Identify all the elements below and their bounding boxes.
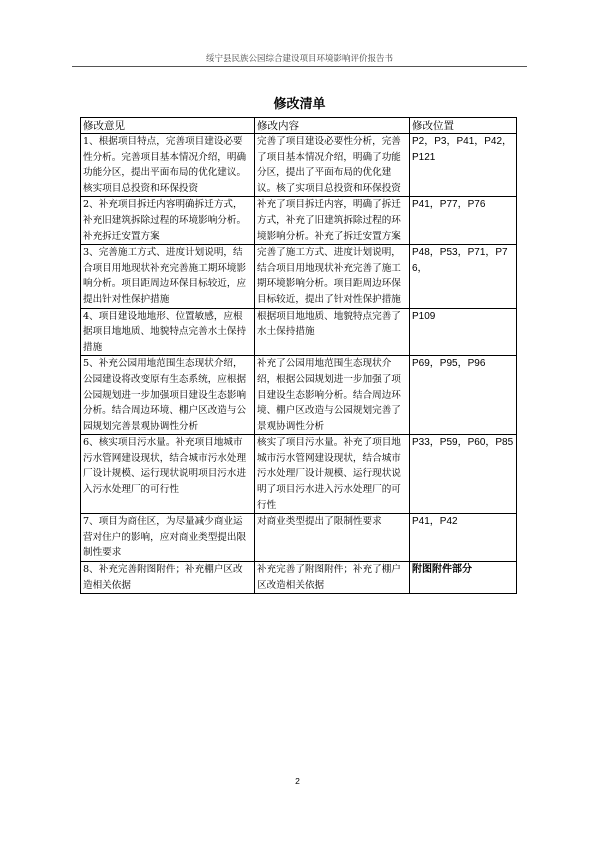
content-cell: 完善了项目建设必要性分析，完善了项目基本情况介绍，明确了功能分区，提出了平面布局的优化建议。核了实项目总投资和环保投资 bbox=[255, 134, 410, 197]
content-cell: 补充了公园用地范围生态现状介绍，根据公园规划进一步加强了项目建设生态影响分析。结合周边环境、棚户区改造与公园规划完善了景观协调性分析 bbox=[255, 356, 410, 435]
column-header-location: 修改位置 bbox=[410, 118, 517, 134]
revision-table bbox=[80, 117, 517, 594]
opinion-cell: 8、补充完善附图附件；补充棚户区改造相关依据 bbox=[81, 562, 255, 594]
content-cell: 补充了项目拆迁内容，明确了拆迁方式，补充了旧建筑拆除过程的环境影响分析。补充了拆迁安置方案 bbox=[255, 197, 410, 245]
opinion-cell: 6、核实项目污水量。补充项目地城市污水管网建设现状，结合城市污水处理厂设计规模、运行现状说明项目污水进入污水处理厂的可行性 bbox=[81, 435, 255, 514]
table-row bbox=[81, 356, 517, 435]
running-header: 绥宁县民族公园综合建设项目环境影响评价报告书 bbox=[205, 54, 393, 64]
opinion-cell: 5、补充公园用地范围生态现状介绍，公园建设将改变原有生态系统，应根据公园规划进一步加强项目建设生态影响分析。结合周边环境、棚户区改造与公园规划完善景观协调性分析 bbox=[81, 356, 255, 435]
content-cell: 对商业类型提出了限制性要求 bbox=[255, 514, 410, 562]
opinion-cell: 3、完善施工方式、进度计划说明，结合项目用地现状补充完善施工期环境影响分析。项目距周边环保目标较近，应提出针对性保护措施 bbox=[81, 245, 255, 308]
header-rule bbox=[72, 66, 527, 67]
table-row bbox=[81, 197, 517, 245]
table-row bbox=[81, 514, 517, 562]
location-cell: P33，P59，P60，P85 bbox=[410, 435, 517, 514]
opinion-cell: 7、项目为商住区，为尽量减少商业运营对住户的影响，应对商业类型提出限制性要求 bbox=[81, 514, 255, 562]
location-cell: P41，P77，P76 bbox=[410, 197, 517, 245]
location-cell: P2，P3，P41，P42，P121 bbox=[410, 134, 517, 197]
column-header-content: 修改内容 bbox=[255, 118, 410, 134]
location-cell: P48，P53，P71，P76， bbox=[410, 245, 517, 308]
page-number: 2 bbox=[295, 776, 300, 786]
content-cell: 核实了项目污水量。补充了项目地城市污水管网建设现状，结合城市污水处理厂设计规模、运行现状说明了项目污水进入污水处理厂的可行性 bbox=[255, 435, 410, 514]
content-cell: 补充完善了附图附件；补充了棚户区改造相关依据 bbox=[255, 562, 410, 594]
content-cell: 根据项目地地质、地貌特点完善了水土保持措施 bbox=[255, 308, 410, 356]
table-row bbox=[81, 245, 517, 308]
location-cell: P69，P95，P96 bbox=[410, 356, 517, 435]
table-row bbox=[81, 435, 517, 514]
table-row bbox=[81, 562, 517, 594]
location-cell: P41，P42 bbox=[410, 514, 517, 562]
table-row bbox=[81, 308, 517, 356]
opinion-cell: 2、补充项目拆迁内容明确拆迁方式，补充旧建筑拆除过程的环境影响分析。补充拆迁安置方案 bbox=[81, 197, 255, 245]
page-title: 修改清单 bbox=[273, 97, 326, 112]
table-header-row bbox=[81, 118, 517, 134]
opinion-cell: 1、根据项目特点，完善项目建设必要性分析。完善项目基本情况介绍，明确功能分区，提出平面布局的优化建议。核实项目总投资和环保投资 bbox=[81, 134, 255, 197]
location-cell: 附图附件部分 bbox=[410, 562, 517, 594]
opinion-cell: 4、项目建设地地形、位置敏感，应根据项目地地质、地貌特点完善水土保持措施 bbox=[81, 308, 255, 356]
column-header-opinion: 修改意见 bbox=[81, 118, 255, 134]
table-row bbox=[81, 134, 517, 197]
content-cell: 完善了施工方式、进度计划说明，结合项目用地现状补充完善了施工期环境影响分析。项目距周边环保目标较近，提出了针对性保护措施 bbox=[255, 245, 410, 308]
location-cell: P109 bbox=[410, 308, 517, 356]
